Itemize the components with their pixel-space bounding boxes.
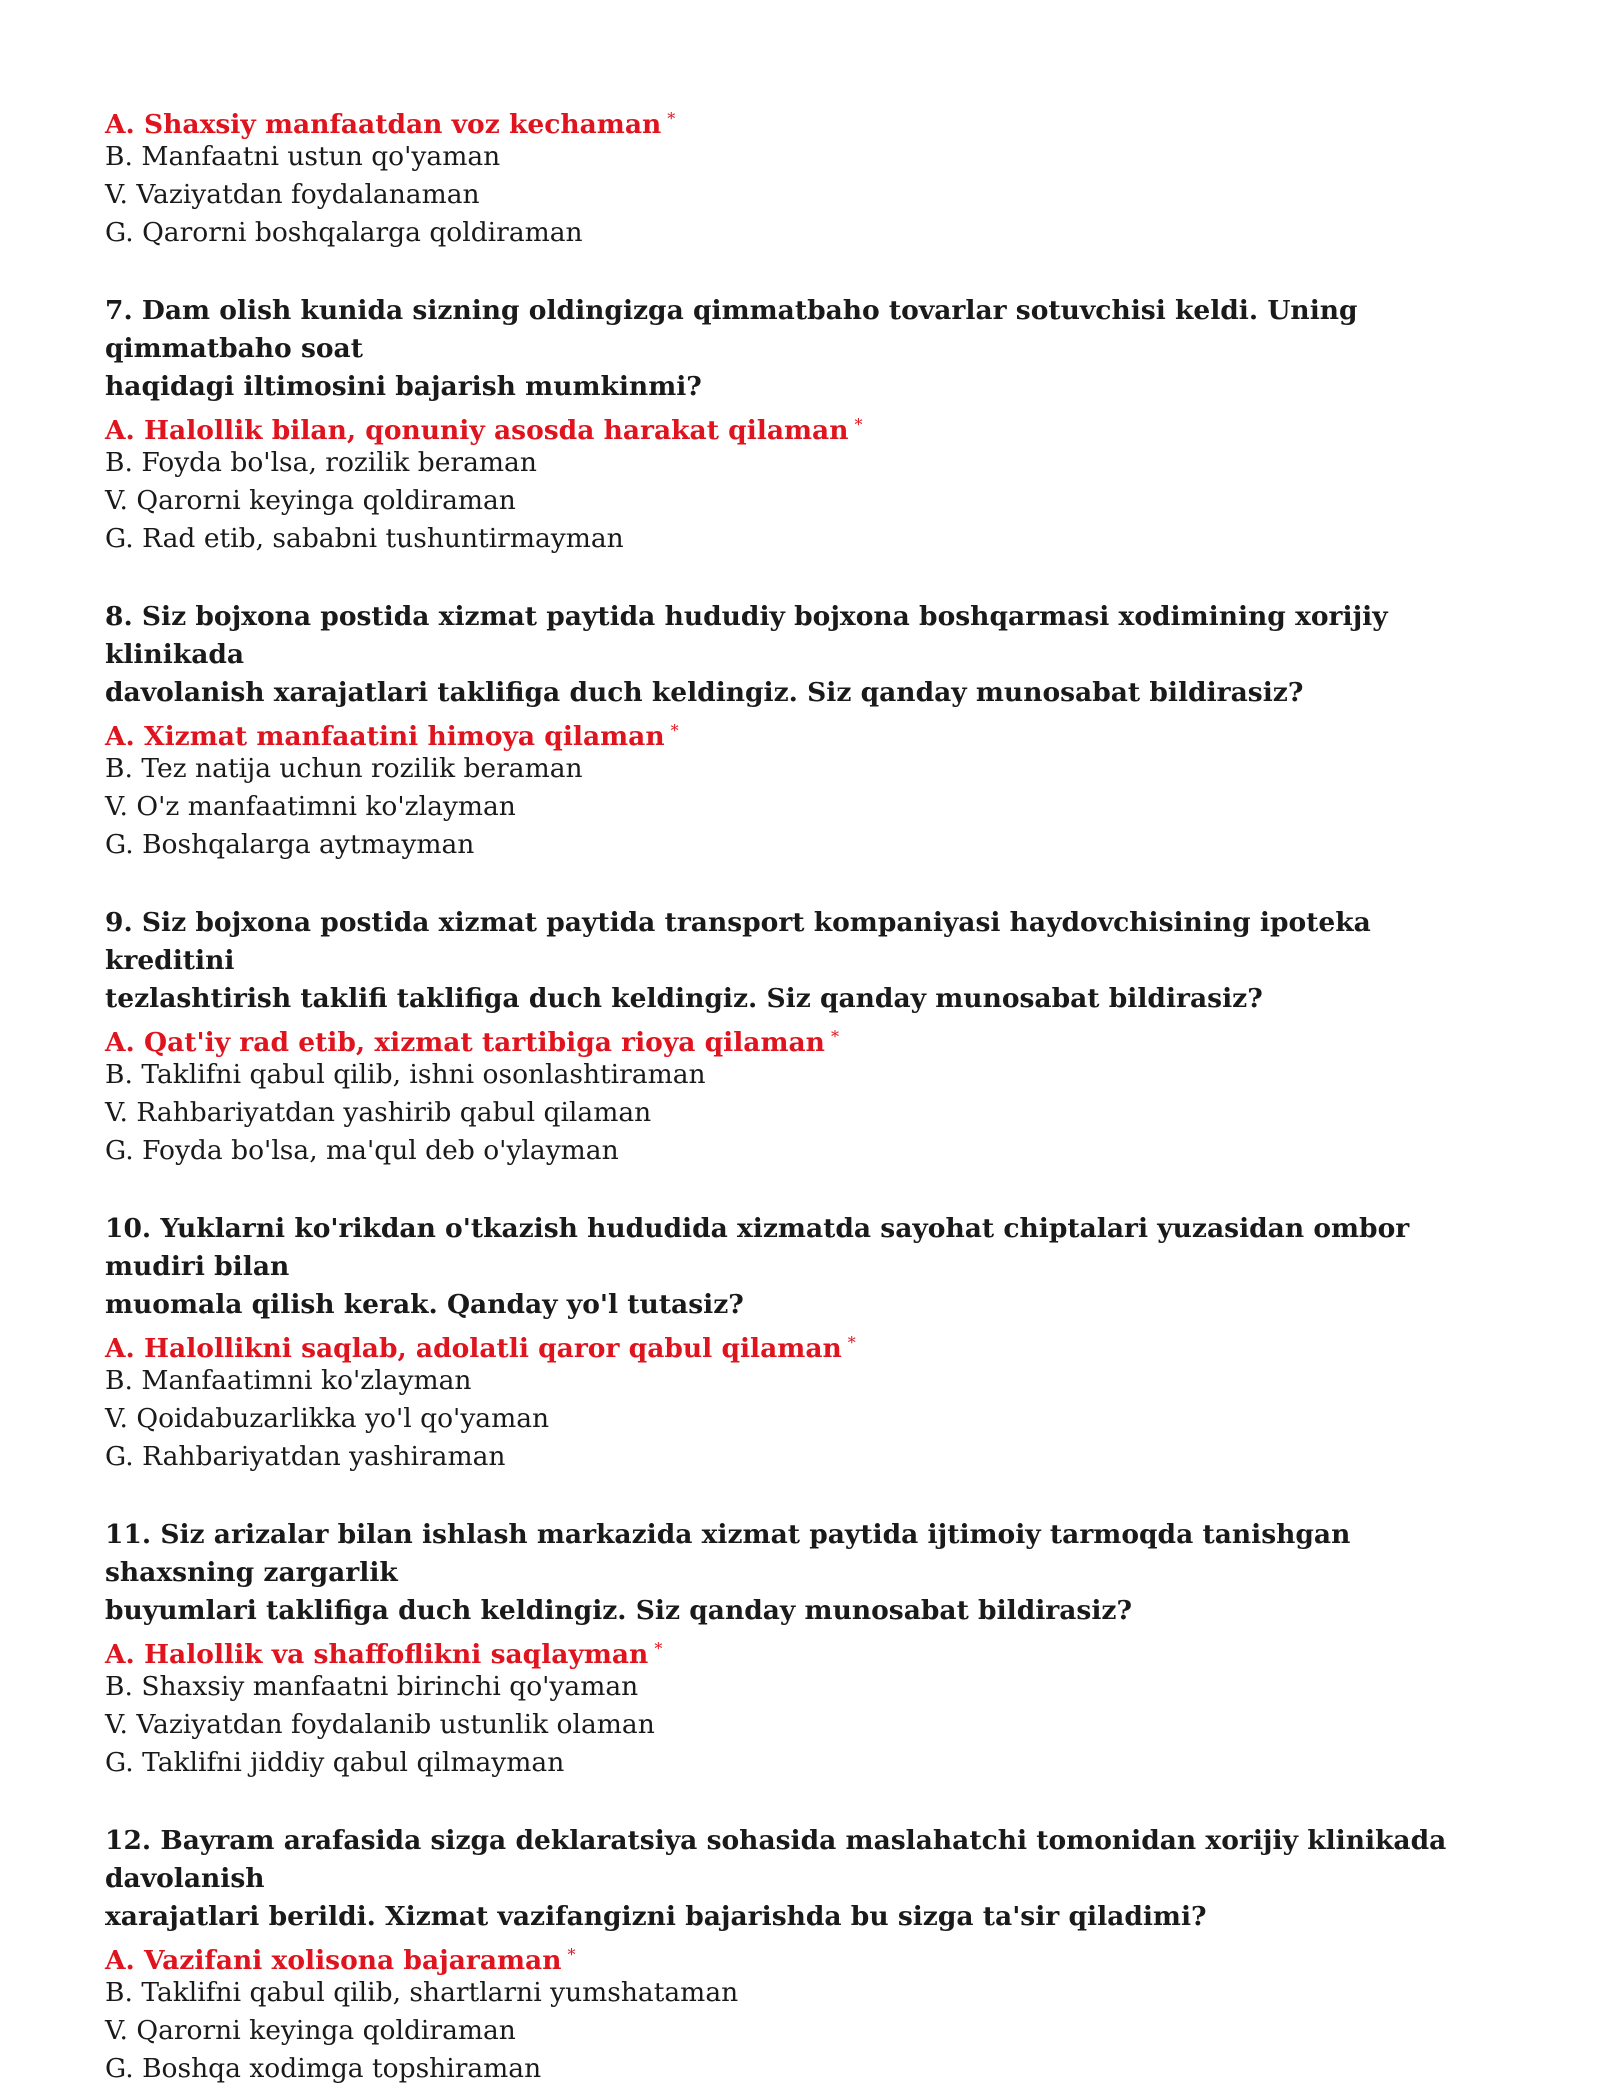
answer-option: B. Tez natija uchun rozilik beraman [105,753,583,784]
answer-option: V. Qoidabuzarlikka yo'l qo'yaman [105,1403,550,1434]
correct-answer [105,1018,1505,1056]
correct-answer [105,1630,1505,1668]
correct-mark: * [847,1333,856,1352]
answer-text: A. Halollikni saqlab, adolatli qaror qabul qilaman [105,1333,842,1364]
answer-option: B. Foyda bo'lsa, rozilik beraman [105,447,537,478]
answer-option: G. Qarorni boshqalarga qoldiraman [105,217,583,248]
question-block-11 [105,1516,1505,1782]
answer-option: G. Boshqa xodimga topshiraman [105,2053,542,2084]
answer-option: V. Rahbariyatdan yashirib qabul qilaman [105,1097,652,1128]
answer-option: V. Qarorni keyinga qoldiraman [105,2015,516,2046]
document-page [105,100,1505,2088]
answer-option: B. Shaxsiy manfaatni birinchi qo'yaman [105,1671,639,1702]
correct-mark: * [654,1639,663,1658]
correct-answer [105,712,1505,750]
answer-text: A. Shaxsiy manfaatdan voz kechaman [105,109,662,140]
answer-text: A. Halollik va shaffoflikni saqlayman [105,1639,649,1670]
correct-mark: * [854,415,863,434]
answer-option: V. Qarorni keyinga qoldiraman [105,485,516,516]
question-block-10 [105,1210,1505,1476]
answer-option: G. Taklifni jiddiy qabul qilmayman [105,1747,565,1778]
question-block-7 [105,292,1505,558]
answer-text: A. Vazifani xolisona bajaraman [105,1945,562,1976]
answer-text: A. Halollik bilan, qonuniy asosda harakat qilaman [105,415,849,446]
question-block-12 [105,1822,1505,2088]
correct-answer [105,1324,1505,1362]
answer-option: G. Boshqalarga aytmayman [105,829,475,860]
answer-option: V. Vaziyatdan foydalanaman [105,179,480,210]
question-block-6-continuation [105,100,1505,252]
answer-option: B. Taklifni qabul qilib, shartlarni yumshataman [105,1977,739,2008]
answer-option: V. O'z manfaatimni ko'zlayman [105,791,516,822]
question-text: 9. Siz bojxona postida xizmat paytida transport kompaniyasi haydovchisining ipoteka kreditini tezlashtirish taklifi taklifiga duch keldingiz. Siz qanday munosabat bildirasiz? [105,907,1371,1014]
question-block-8 [105,598,1505,864]
answer-option: G. Foyda bo'lsa, ma'qul deb o'ylayman [105,1135,619,1166]
question-text: 11. Siz arizalar bilan ishlash markazida xizmat paytida ijtimoiy tarmoqda tanishgan shaxsning zargarlik buyumlari taklifiga duch keldingiz. Siz qanday munosabat bildirasiz? [105,1519,1351,1626]
answer-option: G. Rahbariyatdan yashiraman [105,1441,506,1472]
question-text: 10. Yuklarni ko'rikdan o'tkazish hududida xizmatda sayohat chiptalari yuzasidan ombor mudiri bilan muomala qilish kerak. Qanday yo'l tutasiz? [105,1213,1410,1320]
correct-mark: * [670,721,679,740]
question-text: 12. Bayram arafasida sizga deklaratsiya sohasida maslahatchi tomonidan xorijiy klinikada davolanish xarajatlari berildi. Xizmat vazifangizni bajarishda bu sizga ta'sir qiladimi? [105,1825,1447,1932]
correct-mark: * [567,1945,576,1964]
answer-option: V. Vaziyatdan foydalanib ustunlik olaman [105,1709,655,1740]
answer-text: A. Xizmat manfaatini himoya qilaman [105,721,665,752]
answer-option: B. Manfaatni ustun qo'yaman [105,141,501,172]
correct-mark: * [830,1027,839,1046]
answer-option: B. Taklifni qabul qilib, ishni osonlashtiraman [105,1059,706,1090]
answer-option: B. Manfaatimni ko'zlayman [105,1365,472,1396]
question-block-9 [105,904,1505,1170]
answer-text: A. Qat'iy rad etib, xizmat tartibiga rioya qilaman [105,1027,825,1058]
question-text: 8. Siz bojxona postida xizmat paytida hududiy bojxona boshqarmasi xodimining xorijiy klinikada davolanish xarajatlari taklifiga duch keldingiz. Siz qanday munosabat bildirasiz? [105,601,1388,708]
correct-answer [105,1936,1505,1974]
correct-answer [105,406,1505,444]
answer-option: G. Rad etib, sababni tushuntirmayman [105,523,624,554]
question-text: 7. Dam olish kunida sizning oldingizga qimmatbaho tovarlar sotuvchisi keldi. Uning qimmatbaho soat haqidagi iltimosini bajarish mumkinmi? [105,295,1358,402]
correct-mark: * [667,109,676,128]
correct-answer [105,100,1505,138]
